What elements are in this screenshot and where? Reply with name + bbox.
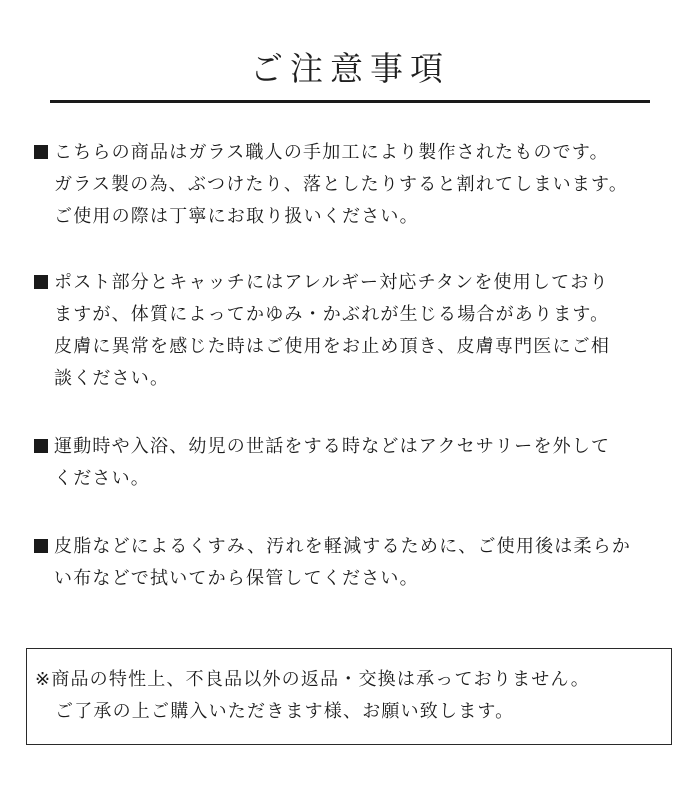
square-bullet-icon [34, 439, 48, 453]
square-bullet-icon [34, 145, 48, 159]
notice-text: 運動時や入浴、幼児の世話をする時などはアクセサリーを外して [54, 436, 611, 457]
notice-text: 皮脂などによるくすみ、汚れを軽減するために、ご使用後は柔らか [54, 536, 632, 557]
notice-text: こちらの商品はガラス職人の手加工により製作されたものです。 [54, 142, 609, 163]
notice-line: ください。 [54, 468, 150, 489]
notice-line [34, 531, 674, 563]
square-bullet-icon [34, 539, 48, 553]
disclaimer-box [26, 648, 672, 745]
notice-remove-accessory [34, 431, 674, 495]
notice-handmade-glass [34, 137, 674, 233]
title-divider [50, 100, 650, 103]
notice-line: ガラス製の為、ぶつけたり、落としたりすると割れてしまいます。 [54, 174, 629, 195]
page-title: ご注意事項 [250, 49, 450, 88]
notice-line: 談ください。 [54, 368, 170, 389]
square-bullet-icon [34, 275, 48, 289]
disclaimer-text [35, 664, 590, 728]
disclaimer-line: ※商品の特性上、不良品以外の返品・交換は承っておりません。 [35, 669, 590, 690]
notice-line [34, 137, 674, 169]
notice-line [34, 267, 674, 299]
notice-line [34, 431, 674, 463]
notice-line: ますが、体質によってかゆみ・かぶれが生じる場合があります。 [54, 304, 610, 325]
notice-text: ポスト部分とキャッチにはアレルギー対応チタンを使用しており [54, 272, 609, 293]
notice-care [34, 531, 674, 595]
notice-line: い布などで拭いてから保管してください。 [54, 568, 419, 589]
disclaimer-line: ご了承の上ご購入いただきます様、お願い致します。 [55, 701, 515, 722]
notice-line: ご使用の際は丁寧にお取り扱いください。 [54, 206, 419, 227]
notice-allergy [34, 267, 674, 395]
notice-line: 皮膚に異常を感じた時はご使用をお止め頂き、皮膚専門医にご相 [54, 336, 611, 357]
